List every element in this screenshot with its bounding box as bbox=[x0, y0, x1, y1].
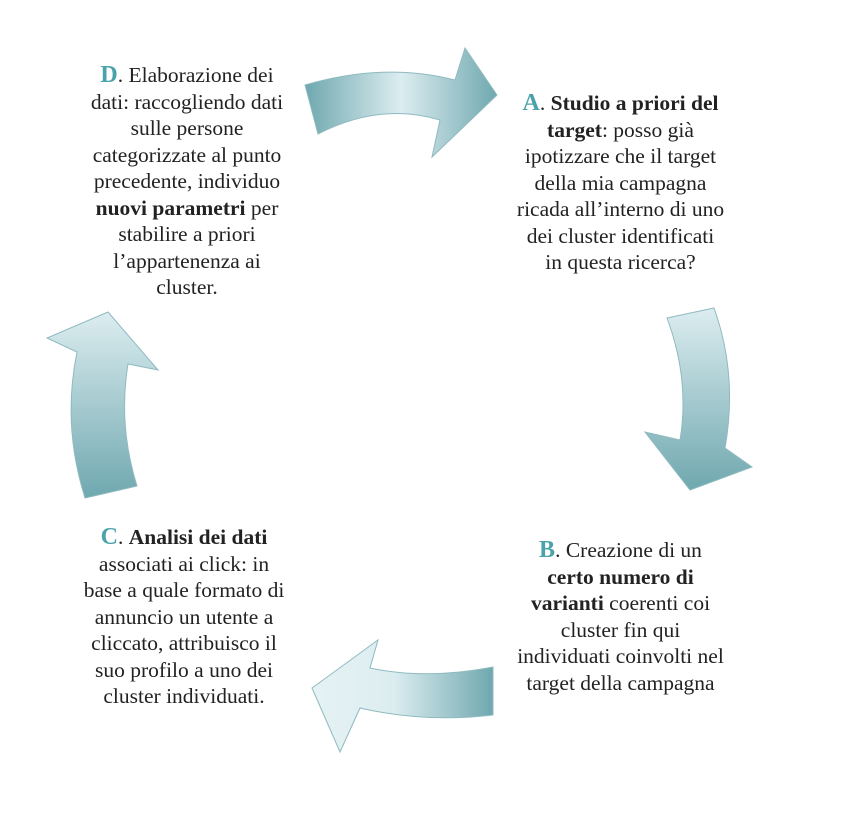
step-a-line bbox=[478, 223, 763, 250]
arrow-a-to-b bbox=[645, 308, 752, 490]
step-a-text-segment: dei cluster identificati bbox=[526, 223, 715, 248]
step-b-text-segment: individuati coinvolti nel bbox=[517, 644, 724, 668]
step-c-line bbox=[48, 630, 320, 657]
step-d-line bbox=[52, 142, 322, 169]
step-b-letter: B bbox=[539, 537, 556, 563]
step-a-letter: A bbox=[522, 90, 540, 116]
step-a-text-segment: : posso già bbox=[601, 117, 694, 142]
step-c-text-segment: suo profilo a uno dei bbox=[95, 657, 273, 682]
step-b-bold-text: certo numero di bbox=[547, 564, 694, 589]
step-b-line bbox=[478, 564, 763, 591]
step-a-line bbox=[478, 117, 763, 144]
step-d-text-segment: dati: raccogliendo dati bbox=[90, 89, 284, 114]
step-d-line bbox=[52, 115, 322, 142]
arrow-d-to-a bbox=[305, 48, 497, 157]
step-c-text-segment: base a quale formato di bbox=[83, 578, 285, 602]
step-d-line bbox=[52, 89, 322, 116]
arrow-b-to-c bbox=[312, 640, 493, 752]
step-b-line bbox=[478, 537, 763, 564]
step-c-text-segment: cluster individuati. bbox=[103, 684, 265, 708]
step-b-text-segment: target della campagna bbox=[526, 670, 715, 695]
arrow-c-to-d bbox=[47, 312, 158, 498]
step-d-text bbox=[52, 62, 322, 301]
step-d-line bbox=[52, 195, 322, 222]
step-d-text-segment: precedente, individuo bbox=[93, 169, 281, 193]
step-d-letter: D bbox=[100, 62, 118, 88]
step-d-line bbox=[52, 274, 322, 301]
step-a-line bbox=[478, 196, 763, 223]
step-d-line bbox=[52, 62, 322, 89]
step-b-text-segment: coerenti coi bbox=[603, 591, 711, 615]
step-d-text-segment: . Elaborazione dei bbox=[117, 63, 274, 87]
step-b-line bbox=[478, 670, 763, 697]
step-c-letter: C bbox=[100, 524, 118, 550]
step-d-line bbox=[52, 168, 322, 195]
step-c-line bbox=[48, 657, 320, 684]
step-a-bold-text: target bbox=[547, 117, 602, 142]
step-c-bold-text: Analisi dei dati bbox=[128, 525, 268, 549]
step-b-line bbox=[478, 643, 763, 670]
step-b-line bbox=[478, 590, 763, 617]
step-d-text-segment: per bbox=[245, 195, 279, 220]
step-c-line bbox=[48, 524, 320, 551]
step-d-line bbox=[52, 248, 322, 275]
step-d-text-segment: stabilire a priori bbox=[118, 222, 256, 246]
step-a-line bbox=[478, 249, 763, 276]
step-c-line bbox=[48, 683, 320, 710]
step-c-text-segment: annuncio un utente a bbox=[94, 604, 274, 629]
step-a-text bbox=[478, 90, 763, 276]
step-d-text-segment: categorizzate al punto bbox=[92, 142, 282, 167]
step-c-text bbox=[48, 524, 320, 710]
step-c-line bbox=[48, 604, 320, 631]
step-a-line bbox=[478, 143, 763, 170]
step-c-text-segment: . bbox=[118, 525, 129, 549]
step-d-text-segment: sulle persone bbox=[130, 116, 244, 140]
step-a-text-segment: ipotizzare che il target bbox=[524, 144, 717, 168]
step-b-line bbox=[478, 617, 763, 644]
step-b-bold-text: varianti bbox=[530, 591, 604, 615]
step-c-text-segment: cliccato, attribuisco il bbox=[91, 631, 277, 655]
step-a-text-segment: della mia campagna bbox=[534, 170, 707, 195]
step-d-bold-text: nuovi parametri bbox=[95, 195, 246, 220]
step-c-text-segment: associati ai click: in bbox=[98, 551, 270, 576]
step-d-text-segment: l’appartenenza ai bbox=[113, 248, 261, 273]
step-a-text-segment: in questa ricerca? bbox=[545, 250, 696, 274]
step-d-text-segment: cluster. bbox=[156, 275, 218, 299]
step-d-line bbox=[52, 221, 322, 248]
step-a-line bbox=[478, 170, 763, 197]
step-b-text-segment: cluster fin qui bbox=[560, 617, 681, 642]
step-c-line bbox=[48, 551, 320, 578]
step-a-text-segment: . bbox=[539, 91, 551, 115]
step-a-text-segment: ricada all’interno di uno bbox=[516, 197, 725, 221]
step-c-line bbox=[48, 577, 320, 604]
step-a-bold-text: Studio a priori del bbox=[550, 91, 719, 115]
step-b-text bbox=[478, 537, 763, 696]
step-b-text-segment: . Creazione di un bbox=[555, 538, 702, 562]
step-a-line bbox=[478, 90, 763, 117]
